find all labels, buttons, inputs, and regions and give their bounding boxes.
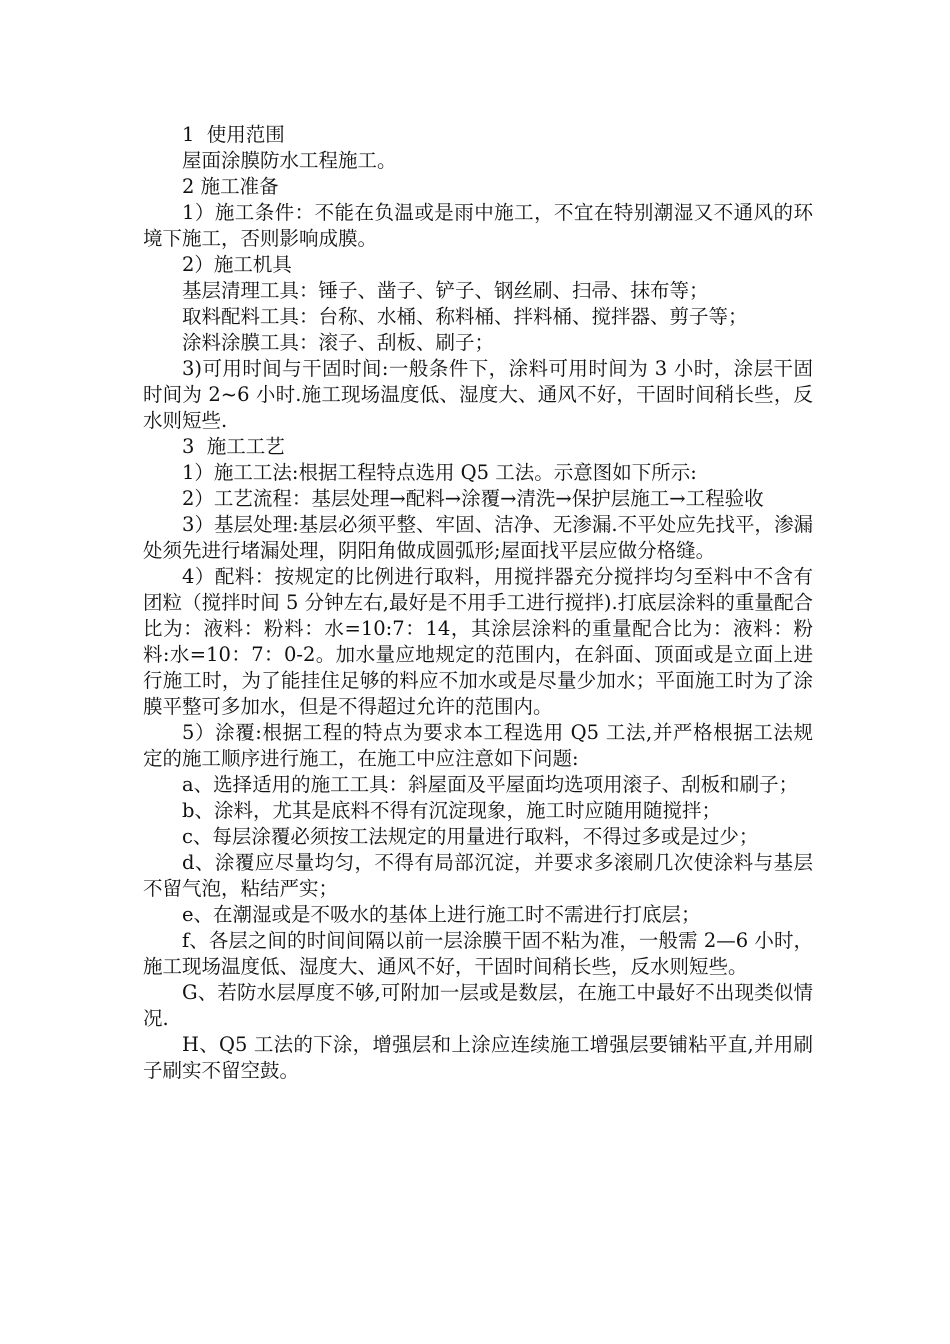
paragraph-mixing: 4）配料：按规定的比例进行取料，用搅拌器充分搅拌均匀至料中不含有团粒（搅拌时间 5 分钟左右,最好是不用手工进行搅拌).打底层涂料的重量配合比为：液料：粉料：水=10:7：14，其涂层涂料的重量配合比为：液料：粉料:水=10：7：0-2。加水量应地规定的范围内，在斜面、顶面或是立面上进行施工时，为了能挂住足够的料应不加水或是尽量少加水；平面施工时为了涂膜平整可多加水，但是不得超过允许的范围内。 xyxy=(143,565,813,718)
paragraph-coating-tools: 涂料涂膜工具：滚子、刮板、刷子； xyxy=(182,331,495,354)
paragraph-conditions: 1）施工条件：不能在负温或是雨中施工，不宜在特别潮湿又不通风的环境下施工，否则影响成膜。 xyxy=(143,201,813,250)
list-item-c: c、每层涂覆必须按工法规定的用量进行取料，不得过多或是过少； xyxy=(182,825,759,848)
paragraph-mixing-tools: 取料配料工具：台称、水桶、称料桶、拌料桶、搅拌器、剪子等； xyxy=(182,305,748,328)
paragraph-coating: 5）涂覆:根据工程的特点为要求本工程选用 Q5 工法,并严格根据工法规定的施工顺序进行施工，在施工中应注意如下问题: xyxy=(143,721,813,770)
list-item-b: b、涂料，尤其是底料不得有沉淀现象，施工时应随用随搅拌； xyxy=(182,799,721,822)
paragraph-process-flow: 2）工艺流程：基层处理→配料→涂覆→清洗→保护层施工→工程验收 xyxy=(182,487,764,510)
list-item-f: f、各层之间的时间间隔以前一层涂膜干固不粘为准，一般需 2—6 小时， 施工现场温度低、湿度大、通风不好，干固时间稍长些，反水则短些。 xyxy=(143,929,826,978)
list-item-g: G、若防水层厚度不够,可附加一层或是数层，在施工中最好不出现类似情况. xyxy=(143,981,813,1030)
list-item-e: e、在潮湿或是不吸水的基体上进行施工时不需进行打底层； xyxy=(182,903,701,926)
list-item-d: d、涂覆应尽量均匀，不得有局部沉淀，并要求多滚刷几次使涂料与基层不留气泡，粘结严实； xyxy=(143,851,813,900)
section-heading-scope: 1 使用范围 xyxy=(182,123,285,146)
section-heading-preparation: 2 施工准备 xyxy=(182,175,279,198)
paragraph-working-time: 3)可用时间与干固时间:一般条件下，涂料可用时间为 3 小时，涂层干固时间为 2~6 小时.施工现场温度低、湿度大、通风不好，干固时间稍长些，反水则短些. xyxy=(143,357,813,432)
paragraph-cleaning-tools: 基层清理工具：锤子、凿子、铲子、钢丝刷、扫帚、抹布等； xyxy=(182,279,709,302)
document-body xyxy=(143,122,826,1084)
paragraph-method: 1）施工工法:根据工程特点选用 Q5 工法。示意图如下所示: xyxy=(182,461,697,484)
paragraph-base-treatment: 3）基层处理:基层必须平整、牢固、洁净、无渗漏.不平处应先找平，渗漏处须先进行堵漏处理，阴阳角做成圆弧形;屋面找平层应做分格缝。 xyxy=(143,513,813,562)
paragraph-tools-heading: 2）施工机具 xyxy=(182,253,292,276)
paragraph-scope-text: 屋面涂膜防水工程施工。 xyxy=(182,149,397,172)
list-item-a: a、选择适用的施工工具：斜屋面及平屋面均选项用滚子、刮板和刷子； xyxy=(182,773,799,796)
section-heading-process: 3 施工工艺 xyxy=(182,435,285,458)
list-item-h: H、Q5 工法的下涂，增强层和上涂应连续施工增强层要铺粘平直,并用刷子刷实不留空鼓。 xyxy=(143,1033,813,1082)
